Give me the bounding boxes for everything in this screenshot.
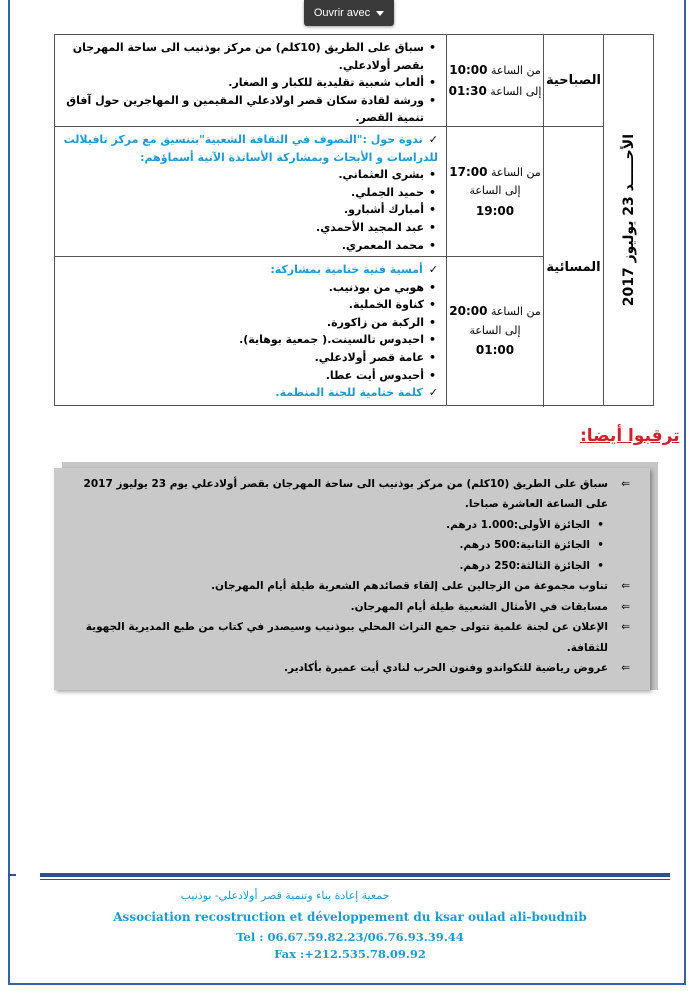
time-from: 17:00 <box>449 164 488 179</box>
closing-note: كلمة ختامية للجنة المنظمة. <box>275 386 423 400</box>
time-to-label: إلى الساعة <box>469 184 521 198</box>
footer-fax: Fax :+212.535.78.09.92 <box>274 947 426 961</box>
event-note: ⇐ الإعلان عن لجنة علمية تتولى جمع التراث المحلي ببوذنيب وسيصدر في كتاب من طبع المديرية الجهوية للثقافة. <box>80 617 630 658</box>
list-item: • أمبارك أشبارو. <box>61 201 424 219</box>
footer-arabic-name: جمعية إعادة بناء وتنمية قصر أولادعلي- بوذنيب <box>180 889 390 902</box>
chevron-down-icon <box>376 11 384 16</box>
prize-item: • الجائزة الثالثة:250 درهم. <box>80 556 630 576</box>
period-morning <box>543 35 603 127</box>
footer-french-name: Association recostruction et développement du ksar oulad ali-boudnib <box>113 910 587 924</box>
event-note: ⇐ تناوب مجموعة من الزجالين على إلقاء قصائدهم الشعرية طيلة أيام المهرجان. <box>80 576 630 596</box>
expect-heading-text: ترقبوا أيضا: <box>580 426 680 446</box>
period-evening <box>543 127 603 407</box>
time-cell-1 <box>446 35 543 127</box>
check-icon: ✓ <box>428 263 438 276</box>
day-cell <box>603 35 653 405</box>
list-item: • عامة قصر أولادعلي. <box>61 349 424 367</box>
activity-cell-3 <box>55 257 446 405</box>
open-with-label: Ouvrir avec <box>313 7 371 19</box>
prize-item: • الجائزة الأولى:1.000 درهم. <box>80 515 630 535</box>
race-note: ⇐ سباق على الطريق (10كلم) من مركز بوذنيب الى ساحة المهرجان بقصر أولادعلي يوم 23 يوليوز 2017 على الساعة العاشرة صباحا. <box>80 474 630 515</box>
list-item: • ألعاب شعبية تقليدية للكبار و الصغار. <box>61 74 424 92</box>
time-cell-2 <box>446 127 543 257</box>
list-item: • الركبة من زاكورة. <box>61 314 424 332</box>
list-item: • كناوة الخملية. <box>61 296 424 314</box>
divider <box>8 874 16 876</box>
list-item: • سباق على الطريق (10كلم) من مركز بوذنيب الى ساحة المهرجان بقصر أولادعلي. <box>61 39 424 74</box>
open-with-button[interactable] <box>304 0 394 26</box>
time-from: 20:00 <box>449 304 488 319</box>
footer-tel: Tel : 06.67.59.82.23/06.76.93.39.44 <box>236 930 464 944</box>
list-item: • حميد الجملي. <box>61 184 424 202</box>
activity-cell-1 <box>55 35 446 127</box>
evening-heading: أمسية فنية ختامية بمشاركة: <box>270 263 423 276</box>
list-item: • ورشة لقادة سكان قصر اولادعلي المقيمين و المهاجرين حول آفاق تنمية القصر. <box>61 92 424 127</box>
time-to-label: إلى الساعة <box>490 84 542 98</box>
time-to: 01:00 <box>475 343 515 358</box>
day-label: الأحـــــد 23 يوليوز 2017 <box>620 133 637 307</box>
list-item: • أحيدوس أيت عطا. <box>61 367 424 385</box>
time-to: 19:00 <box>475 203 515 218</box>
period-morning-label: الصباحية <box>546 73 601 88</box>
event-note: ⇐ مسابقات في الأمثال الشعبية طيلة أيام المهرجان. <box>80 597 630 617</box>
period-evening-label: المسائية <box>546 259 601 275</box>
list-item: • هوبي من بوذنيب. <box>61 279 424 297</box>
time-to-label: إلى الساعة <box>469 323 521 337</box>
divider <box>40 873 670 877</box>
expect-box <box>54 468 650 690</box>
event-note: ⇐ عروض رياضية للتكواندو وفنون الحرب لنادي أيت عميرة بأكادير. <box>80 658 630 678</box>
time-from-label: من الساعة <box>490 305 541 319</box>
check-icon: ✓ <box>428 386 438 400</box>
list-item: • محمد المعمري. <box>61 237 424 255</box>
list-item: • عبد المجيد الأحمدي. <box>61 219 424 237</box>
expect-heading <box>580 426 680 446</box>
prize-item: • الجائزة الثانية:500 درهم. <box>80 535 630 555</box>
divider <box>40 879 670 880</box>
schedule-table <box>54 34 654 406</box>
list-item: • احيدوس تالسينت.( جمعية بوهاية). <box>61 331 424 349</box>
check-icon: ✓ <box>428 133 438 146</box>
time-from-label: من الساعة <box>490 165 541 179</box>
seminar-heading: ندوة حول :"التصوف في الثقافة الشعبية"بتنسيق مع مركز تافيلالت للدراسات و الأبحاث وبمشاركة الأساتذة الآتية أسماؤهم: <box>63 133 438 164</box>
time-to: 01:30 <box>448 83 487 98</box>
list-item: • بشرى العثماني. <box>61 166 424 184</box>
time-from: 10:00 <box>449 62 488 77</box>
activity-cell-2 <box>55 127 446 257</box>
time-from-label: من الساعة <box>490 63 541 77</box>
time-cell-3 <box>446 257 543 405</box>
